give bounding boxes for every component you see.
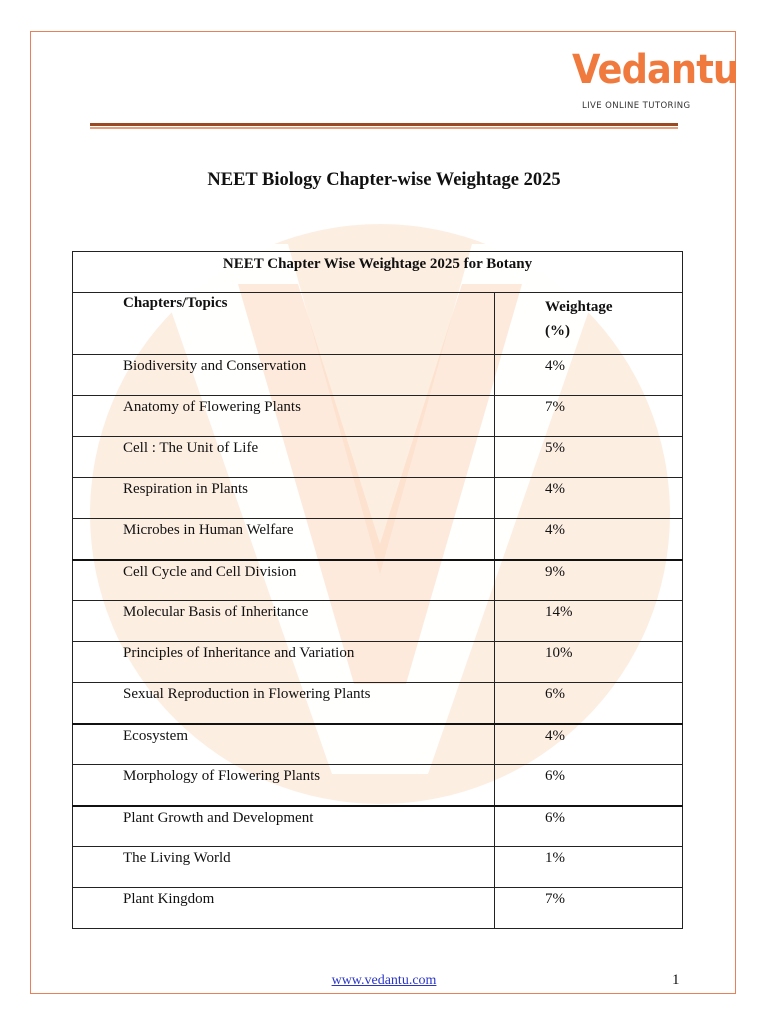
table-row <box>73 847 683 888</box>
table-row <box>73 642 683 683</box>
row-weightage: 7% <box>495 396 683 437</box>
header-weightage-line2: (%) <box>545 323 570 339</box>
row-topic: Biodiversity and Conservation <box>73 355 495 396</box>
vedantu-logo <box>572 46 739 116</box>
row-topic: Cell Cycle and Cell Division <box>73 560 495 601</box>
row-topic: Sexual Reproduction in Flowering Plants <box>73 683 495 724</box>
table-row <box>73 601 683 642</box>
row-weightage: 7% <box>495 888 683 929</box>
row-topic: Molecular Basis of Inheritance <box>73 601 495 642</box>
page-title: NEET Biology Chapter-wise Weightage 2025 <box>207 170 561 190</box>
row-topic: Cell : The Unit of Life <box>73 437 495 478</box>
table-caption: NEET Chapter Wise Weightage 2025 for Botany <box>73 252 683 293</box>
row-weightage: 14% <box>495 601 683 642</box>
row-weightage: 6% <box>495 806 683 847</box>
website-link[interactable]: www.vedantu.com <box>331 973 437 988</box>
table-row <box>73 396 683 437</box>
row-weightage: 6% <box>495 683 683 724</box>
row-weightage: 4% <box>495 355 683 396</box>
row-weightage: 1% <box>495 847 683 888</box>
row-weightage: 10% <box>495 642 683 683</box>
row-topic: The Living World <box>73 847 495 888</box>
table-row <box>73 806 683 847</box>
row-weightage: 6% <box>495 765 683 806</box>
row-topic: Principles of Inheritance and Variation <box>73 642 495 683</box>
header-weightage <box>495 293 683 355</box>
row-topic: Anatomy of Flowering Plants <box>73 396 495 437</box>
logo-wordmark: Vedantu <box>572 47 739 93</box>
page-number: 1 <box>672 972 680 988</box>
table-row <box>73 560 683 601</box>
header-rule <box>90 123 678 126</box>
table-header-row <box>73 293 683 355</box>
row-weightage: 4% <box>495 478 683 519</box>
row-topic: Respiration in Plants <box>73 478 495 519</box>
header-weightage-line1: Weightage <box>545 299 613 315</box>
table-row <box>73 683 683 724</box>
table-row <box>73 355 683 396</box>
table-row <box>73 437 683 478</box>
header-rule-accent <box>90 127 678 129</box>
table-row <box>73 724 683 765</box>
table-row <box>73 765 683 806</box>
weightage-table <box>72 251 683 929</box>
row-topic: Plant Kingdom <box>73 888 495 929</box>
row-topic: Microbes in Human Welfare <box>73 519 495 560</box>
row-weightage: 4% <box>495 519 683 560</box>
row-topic: Ecosystem <box>73 724 495 765</box>
row-topic: Morphology of Flowering Plants <box>73 765 495 806</box>
header-topic: Chapters/Topics <box>73 293 495 355</box>
table-row <box>73 478 683 519</box>
row-weightage: 9% <box>495 560 683 601</box>
row-weightage: 5% <box>495 437 683 478</box>
table-row <box>73 888 683 929</box>
table-row <box>73 519 683 560</box>
row-topic: Plant Growth and Development <box>73 806 495 847</box>
logo-tagline: LIVE ONLINE TUTORING <box>582 101 691 111</box>
row-weightage: 4% <box>495 724 683 765</box>
